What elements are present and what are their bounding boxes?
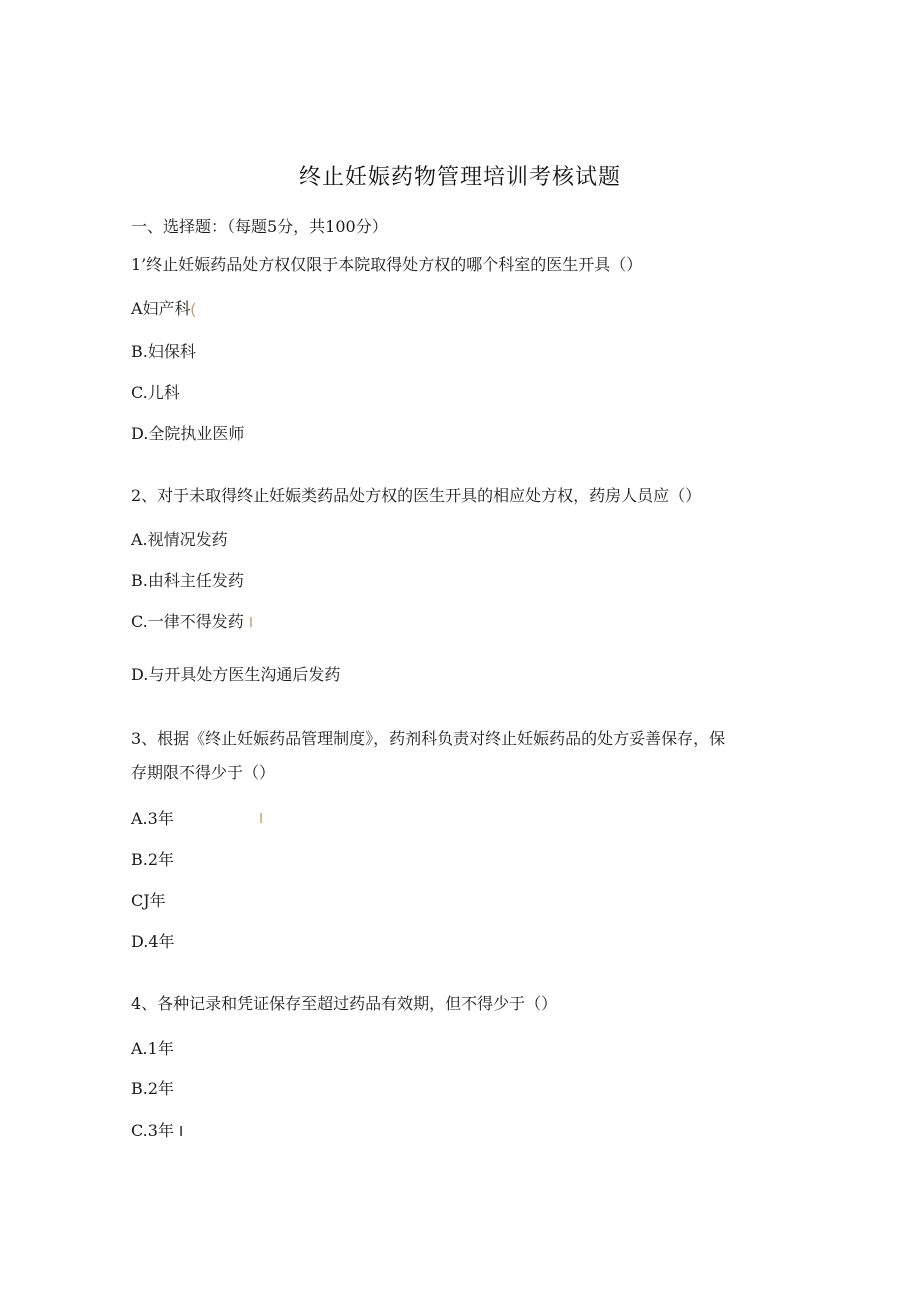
page-title: 终止妊娠药物管理培训考核试题 <box>298 165 621 190</box>
question-1-option-b: B.妇保科 <box>131 342 196 361</box>
question-3-stem-line-1: 3、根据《终止妊娠药品管理制度》，药剂科负责对终止妊娠药品的处方妥善保存，保 <box>131 729 726 748</box>
question-1-option-a <box>131 298 196 321</box>
answer-mark: I <box>259 810 264 827</box>
answer-mark: I <box>179 1123 184 1140</box>
question-4-option-c <box>131 1120 183 1143</box>
question-4-stem: 4、各种记录和凭证保存至超过药品有效期，但不得少于（） <box>131 994 558 1013</box>
question-2-option-b: B.由科主任发药 <box>131 571 244 590</box>
question-3-option-c: CJ年 <box>131 891 166 910</box>
option-label: A妇产科 <box>131 299 191 318</box>
question-2-stem: 2、对于未取得终止妊娠类药品处方权的医生开具的相应处方权，药房人员应（） <box>131 486 702 505</box>
question-3-stem-line-2: 存期限不得少于（） <box>131 763 276 782</box>
option-label: C.3年 <box>131 1121 174 1140</box>
question-4-option-b: B.2年 <box>131 1079 175 1098</box>
question-2-option-a: A.视情况发药 <box>131 530 228 549</box>
question-1-option-d: D.全院执业医师 <box>131 424 245 443</box>
question-3-option-b: B.2年 <box>131 850 175 869</box>
question-1-stem: 1’终止妊娠药品处方权仅限于本院取得处方权的哪个科室的医生开具（） <box>131 255 643 274</box>
answer-mark: I <box>248 614 254 631</box>
question-2-option-d: D.与开具处方医生沟通后发药 <box>131 665 341 684</box>
option-label: C.一律不得发药 <box>131 612 244 631</box>
answer-mark: ( <box>190 301 196 318</box>
question-1-option-c: C.儿科 <box>131 383 180 402</box>
question-4-option-a: A.1年 <box>131 1039 174 1058</box>
question-2-option-c <box>131 611 253 634</box>
section-header: 一、选择题：（每题5分，共100分） <box>131 217 388 236</box>
question-3-option-d: D.4年 <box>131 932 175 951</box>
question-3-option-a: A.3年 <box>131 809 174 828</box>
